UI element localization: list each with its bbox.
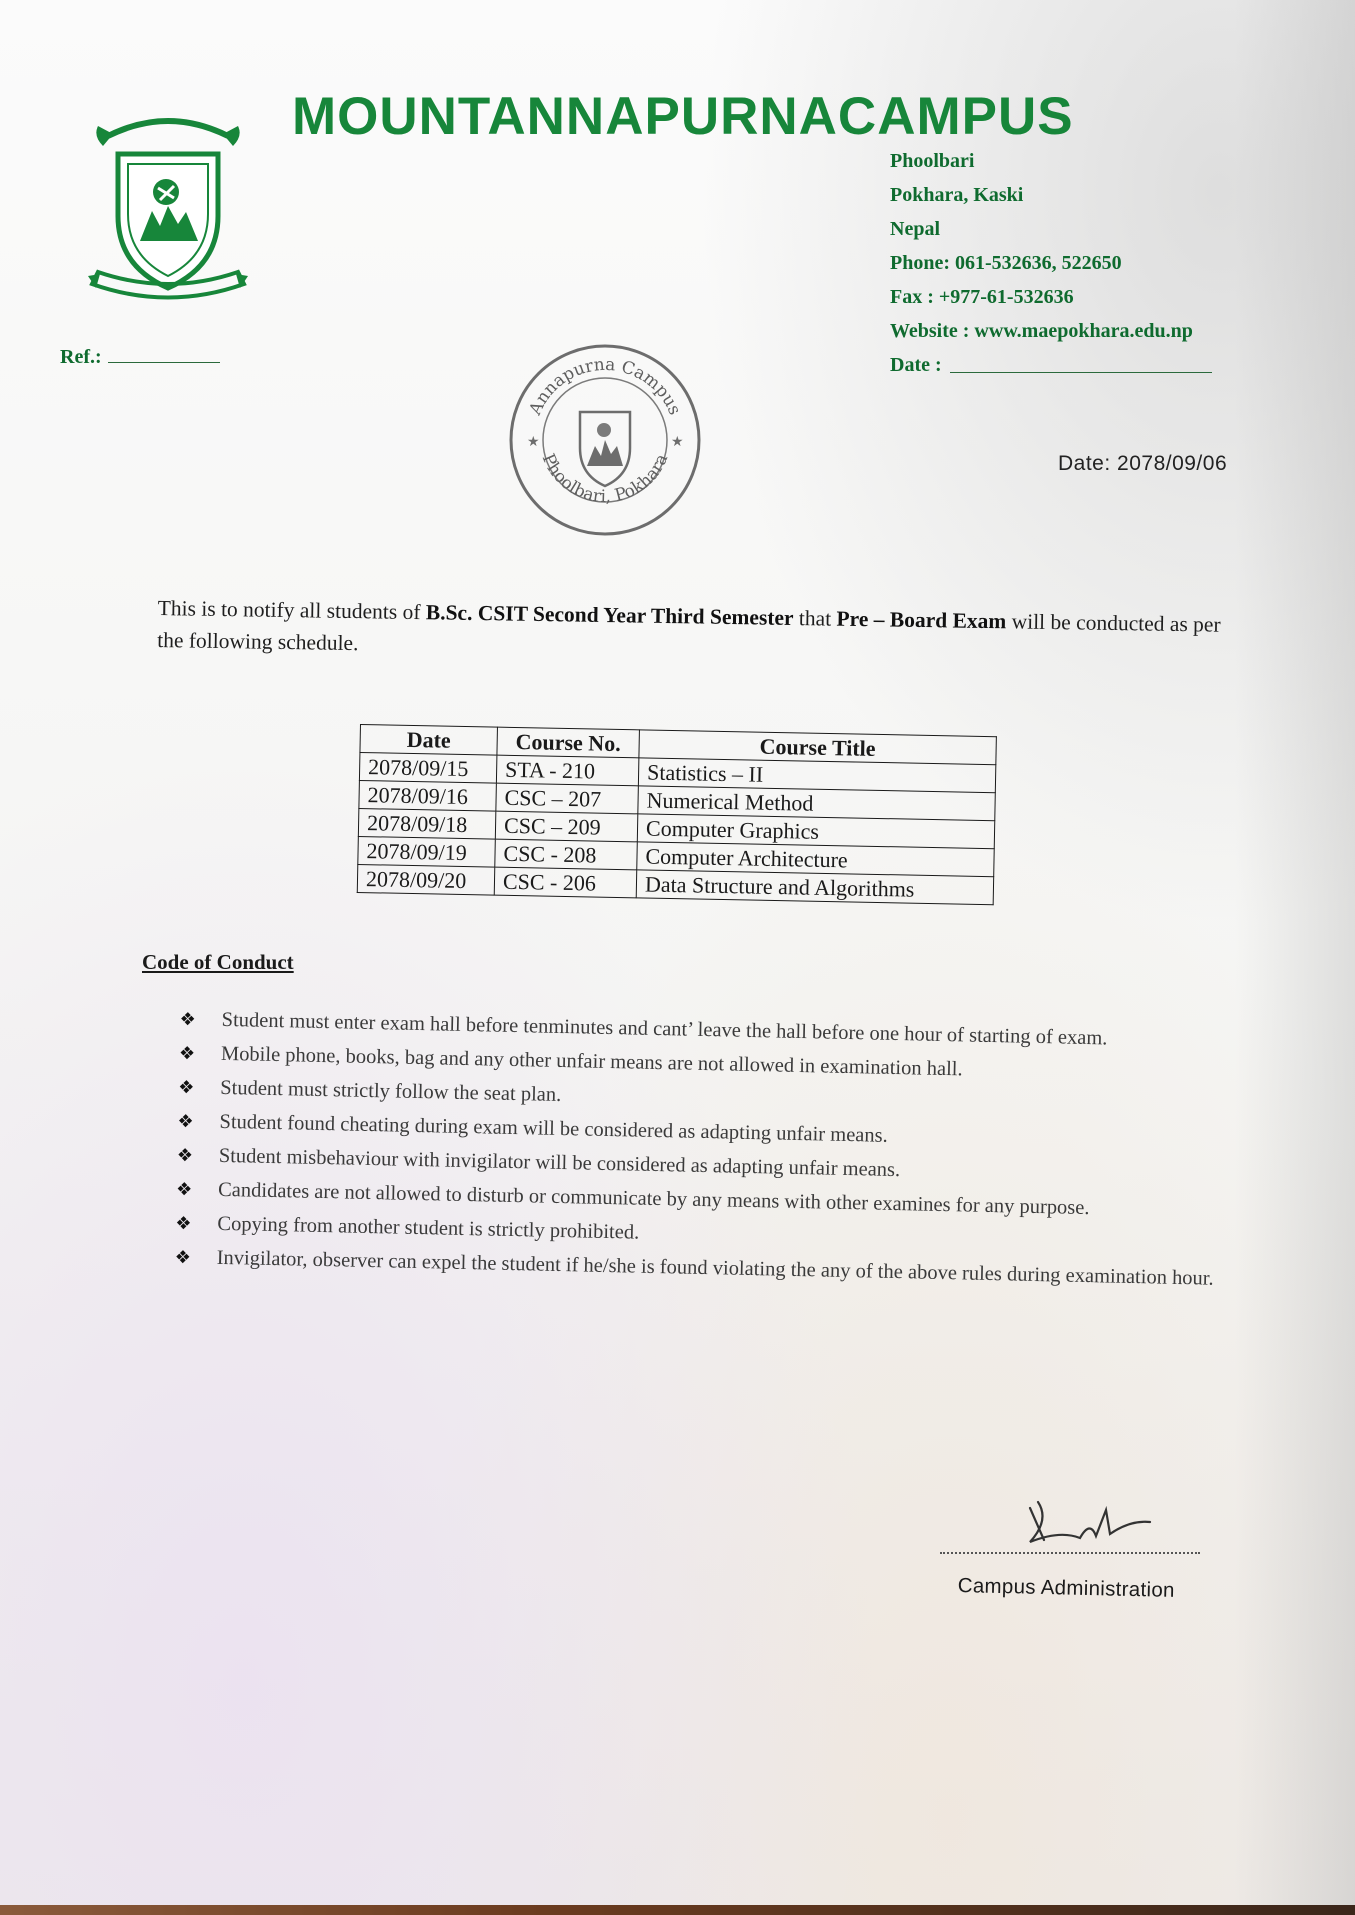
contact-website: Website : www.maepokhara.edu.np [890, 320, 1193, 342]
ref-label: Ref.: [60, 346, 102, 368]
exam-name: Pre – Board Exam [836, 606, 1007, 634]
diamond-bullet-icon: ❖ [174, 1246, 192, 1268]
code-of-conduct-heading: Code of Conduct [142, 950, 294, 974]
course-title: Statistics – II [638, 758, 995, 793]
exam-date: 2078/09/18 [358, 808, 496, 839]
intro-text: will be conducted as per the following schedule. [157, 609, 1221, 656]
date-blank-line [950, 360, 1212, 373]
page-edge-shadow [1235, 0, 1355, 1915]
rule-text: Invigilator, observer can expel the student if he/she is found violating the any of the above rules during examination hour. [216, 1246, 1214, 1290]
exam-date: 2078/09/16 [359, 780, 497, 811]
rule-text: Student must strictly follow the seat plan. [220, 1076, 562, 1107]
svg-text:★: ★ [527, 435, 540, 450]
contact-phone: Phone: 061-532636, 522650 [890, 252, 1122, 274]
svg-text:★: ★ [671, 435, 684, 450]
program-name: B.Sc. CSIT Second Year Third Semester [425, 600, 794, 630]
course-title: Computer Architecture [637, 842, 994, 877]
stamp-top-text: Annapurna Campus [525, 354, 685, 419]
signatory-label: Campus Administration [957, 1574, 1176, 1602]
notice-intro [157, 592, 1238, 673]
rule-text: Copying from another student is strictly prohibited. [217, 1212, 640, 1244]
diamond-bullet-icon: ❖ [178, 1076, 195, 1098]
campus-logo [88, 106, 248, 321]
course-no: CSC - 208 [495, 839, 638, 870]
contact-line: Pokhara, Kaski [890, 184, 1024, 206]
bottom-edge [0, 1905, 1355, 1915]
intro-text: This is to notify all students of [157, 595, 427, 625]
conduct-rules-list [174, 1004, 1229, 1298]
header-course-no: Course No. [497, 727, 640, 758]
diamond-bullet-icon: ❖ [177, 1110, 194, 1132]
letterhead-date-label: Date : [890, 354, 942, 376]
course-title: Data Structure and Algorithms [636, 870, 993, 905]
campus-name: MOUNTANNAPURNACAMPUS [292, 87, 1074, 146]
contact-fax: Fax : +977-61-532636 [890, 286, 1074, 308]
rule-text: Mobile phone, books, bag and any other unfair means are not allowed in examination hall. [220, 1042, 963, 1081]
signature-line [940, 1552, 1200, 1554]
rule-text: Student found cheating during exam will be considered as adapting unfair means. [219, 1110, 888, 1147]
course-no: STA - 210 [496, 755, 639, 786]
course-title: Computer Graphics [637, 814, 994, 849]
intro-text: that [793, 605, 837, 631]
contact-line: Nepal [890, 218, 940, 240]
exam-date: 2078/09/19 [358, 836, 496, 867]
rule-text: Candidates are not allowed to disturb or communicate by any means with other examines for any purpose. [217, 1178, 1090, 1220]
ref-row [60, 346, 220, 369]
header-date: Date [360, 725, 498, 756]
header-course-title: Course Title [639, 730, 996, 765]
exam-schedule-table [357, 724, 997, 905]
diamond-bullet-icon: ❖ [175, 1178, 193, 1200]
exam-date: 2078/09/15 [359, 753, 497, 784]
stamp-bottom-text: Phoolbari, Pokhara [537, 450, 673, 507]
course-no: CSC - 206 [494, 867, 637, 898]
campus-stamp [505, 340, 705, 540]
course-no: CSC – 209 [495, 811, 638, 842]
letterhead-date-row [890, 348, 1212, 382]
handwritten-signature [1010, 1490, 1160, 1560]
diamond-bullet-icon: ❖ [175, 1212, 192, 1234]
course-no: CSC – 207 [496, 783, 639, 814]
exam-date: 2078/09/20 [357, 864, 495, 895]
rule-text: Student must enter exam hall before tenminutes and cant’ leave the hall before one hour of starting of exam. [221, 1008, 1108, 1050]
issue-date: Date: 2078/09/06 [1058, 452, 1228, 475]
course-title: Numerical Method [638, 786, 995, 821]
diamond-bullet-icon: ❖ [178, 1042, 196, 1064]
rule-text: Student misbehaviour with invigilator will be considered as adapting unfair means. [218, 1144, 901, 1182]
ref-blank-line [108, 350, 220, 363]
contact-block [890, 144, 1212, 382]
diamond-bullet-icon: ❖ [176, 1144, 194, 1166]
contact-line: Phoolbari [890, 150, 975, 172]
diamond-bullet-icon: ❖ [179, 1008, 197, 1030]
